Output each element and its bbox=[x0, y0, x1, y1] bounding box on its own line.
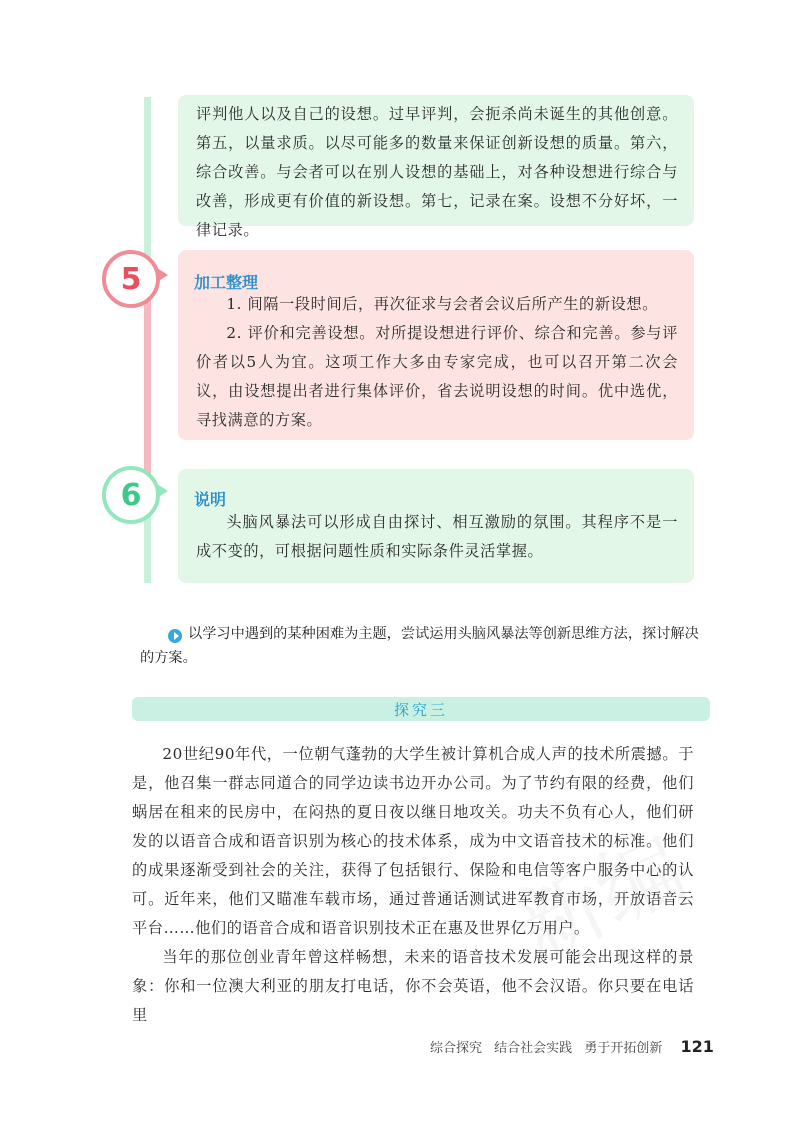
activity-prompt bbox=[140, 622, 700, 670]
footer-item-1: 综合探究 bbox=[430, 1041, 483, 1056]
page-number: 121 bbox=[680, 1037, 714, 1056]
step5-title: 加工整理 bbox=[194, 273, 259, 292]
section-title: 探究三 bbox=[393, 700, 448, 719]
step6-number-badge bbox=[102, 466, 160, 524]
footer-item-3: 勇于开拓创新 bbox=[584, 1041, 663, 1056]
step5-item-2: 2. 评价和完善设想。对所提设想进行评价、综合和完善。参与评价者以5人为宜。这项工作大多由专家完成，也可以召开第二次会议，由设想提出者进行集体评价，省去说明设想的时间。优中选优，寻找满意的方案。 bbox=[196, 324, 678, 429]
body-paragraph-2: 当年的那位创业青年曾这样畅想，未来的语音技术发展可能会出现这样的景象：你和一位澳大利亚的朋友打电话，你不会英语，他不会汉语。你只要在电话里 bbox=[132, 948, 694, 1024]
step5-number: 5 bbox=[120, 261, 142, 297]
play-arrow-icon bbox=[168, 629, 182, 643]
step4-paragraph: 评判他人以及自己的设想。过早评判，会扼杀尚未诞生的其他创意。第五，以量求质。以尽可能多的数量来保证创新设想的质量。第六，综合改善。与会者可以在别人设想的基础上，对各种设想进行综合与改善，形成更有价值的新设想。第七，记录在案。设想不分好坏，一律记录。 bbox=[196, 105, 678, 239]
timeline-line-top bbox=[144, 97, 151, 275]
activity-prompt-text: 以学习中遇到的某种困难为主题，尝试运用头脑风暴法等创新思维方法，探讨解决的方案。 bbox=[140, 626, 699, 666]
page-footer bbox=[430, 1037, 714, 1056]
step5-item-1: 1. 间隔一段时间后，再次征求与会者会议后所产生的新设想。 bbox=[226, 295, 658, 313]
footer-item-2: 结合社会实践 bbox=[494, 1041, 573, 1056]
body-paragraph-1: 20世纪90年代，一位朝气蓬勃的大学生被计算机合成人声的技术所震撼。于是，他召集一群志同道合的同学边读书边开办公司。为了节约有限的经费，他们蜗居在租来的民房中，在闷热的夏日夜以继日地攻关。功夫不负有心人，他们研发的以语音合成和语音识别为核心的技术体系，成为中文语音技术的标准。他们的成果逐渐受到社会的关注，获得了包括银行、保险和电信等客户服务中心的认可。近年来，他们又瞄准车载市场，通过普通话测试进军教育市场，开放语音云平台……他们的语音合成和语音识别技术正在惠及世界亿万用户。 bbox=[132, 745, 694, 937]
step6-number: 6 bbox=[120, 477, 142, 513]
section-header bbox=[132, 697, 710, 721]
step6-paragraph: 头脑风暴法可以形成自由探讨、相互激励的氛围。其程序不是一成不变的，可根据问题性质和实际条件灵活掌握。 bbox=[196, 513, 678, 560]
timeline-line-middle bbox=[144, 275, 151, 475]
step5-number-badge bbox=[102, 250, 160, 308]
step6-title: 说明 bbox=[194, 490, 227, 509]
